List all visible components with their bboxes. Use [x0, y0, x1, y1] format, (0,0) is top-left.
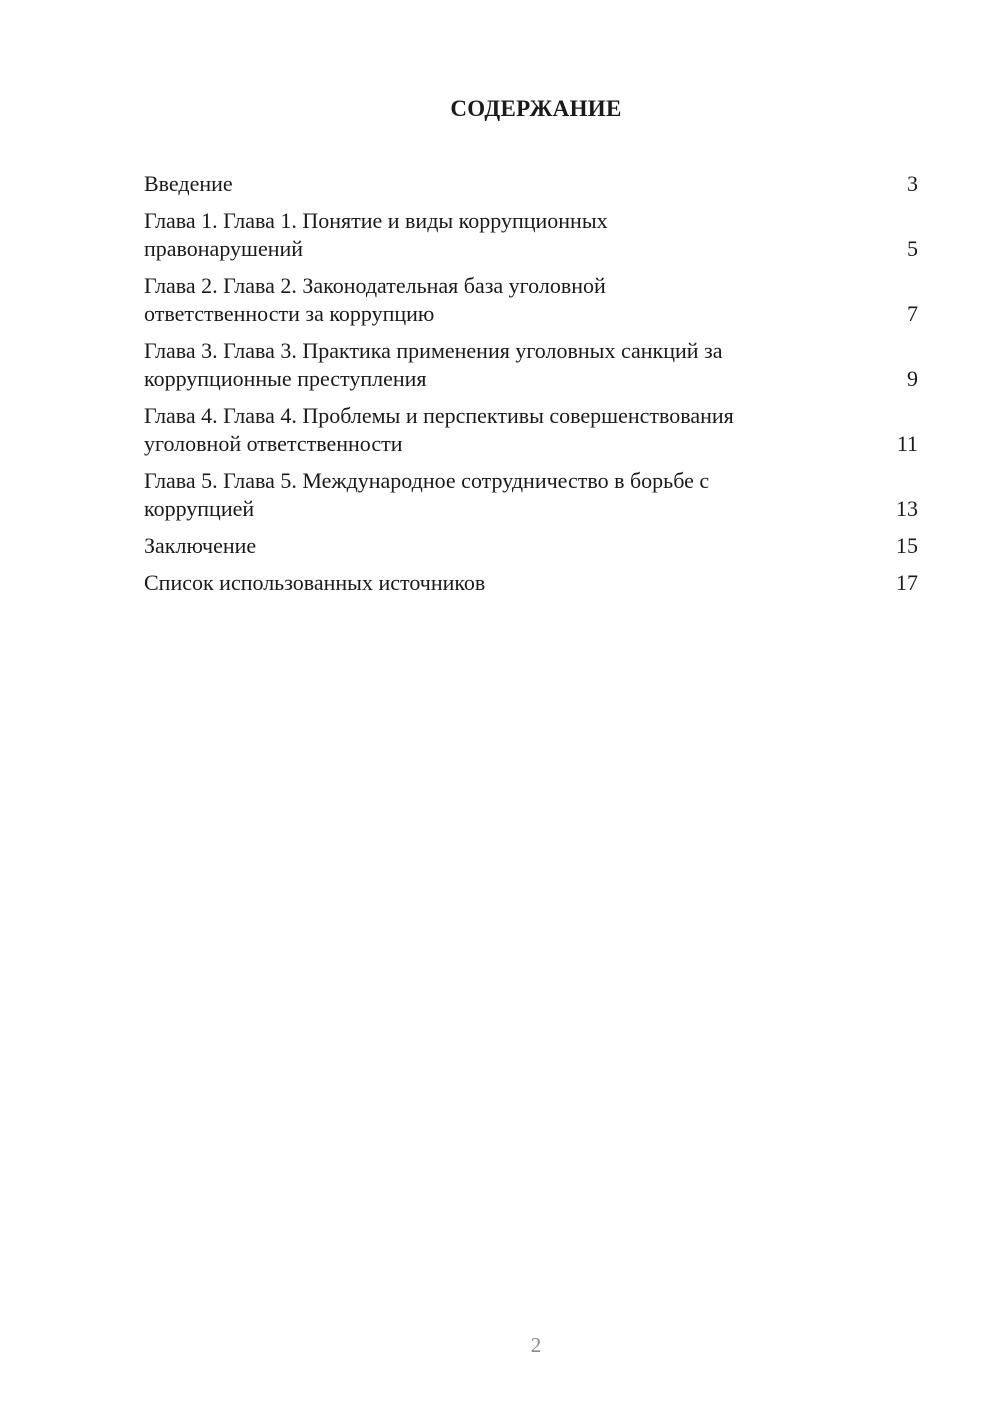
toc-entry-title	[144, 467, 834, 523]
toc-entry-line: уголовной ответственности	[144, 431, 403, 456]
toc-page-number: 5	[907, 236, 918, 261]
toc-entry-title	[144, 207, 834, 263]
toc-page-number: 3	[907, 171, 918, 196]
toc-entry-title	[144, 532, 834, 560]
toc-entry-line: коррупцией	[144, 496, 255, 521]
toc-entry-title	[144, 337, 834, 393]
toc-item-chapter-1	[144, 207, 918, 263]
toc-entry-title	[144, 272, 834, 328]
toc-item-chapter-4	[144, 402, 918, 458]
toc-item-references	[144, 569, 918, 597]
toc-entry-line: коррупционные преступления	[144, 366, 427, 391]
toc-page-number: 9	[907, 366, 918, 391]
toc-entry-title	[144, 402, 834, 458]
toc-page-number: 13	[896, 496, 918, 521]
toc-entry-line: Глава 2. Глава 2. Законодательная база уголовной	[144, 273, 606, 298]
toc-entry-line: Глава 1. Глава 1. Понятие и виды коррупционных	[144, 208, 608, 233]
toc-entry-title	[144, 170, 834, 198]
toc-entry-line: Заключение	[144, 533, 257, 558]
toc-page-number: 11	[896, 431, 918, 456]
table-of-contents	[144, 170, 918, 606]
toc-page-number: 15	[896, 533, 918, 558]
toc-entry-title	[144, 569, 834, 597]
toc-page-number: 7	[907, 301, 918, 326]
toc-entry-line: Глава 4. Глава 4. Проблемы и перспективы совершенствования	[144, 403, 734, 428]
toc-entry-line: Глава 5. Глава 5. Международное сотрудничество в борьбе с	[144, 468, 710, 493]
toc-item-introduction	[144, 170, 918, 198]
toc-item-chapter-5	[144, 467, 918, 523]
toc-page-number: 17	[896, 570, 918, 595]
toc-entry-line: Глава 3. Глава 3. Практика применения уголовных санкций за	[144, 338, 723, 363]
toc-item-chapter-3	[144, 337, 918, 393]
toc-item-conclusion	[144, 532, 918, 560]
toc-entry-line: Введение	[144, 171, 233, 196]
toc-entry-line: Список использованных источников	[144, 570, 486, 595]
toc-item-chapter-2	[144, 272, 918, 328]
toc-entry-line: ответственности за коррупцию	[144, 301, 435, 326]
footer-page-number: 2	[530, 1333, 542, 1357]
page-title: СОДЕРЖАНИЕ	[450, 96, 622, 121]
toc-entry-line: правонарушений	[144, 236, 304, 261]
